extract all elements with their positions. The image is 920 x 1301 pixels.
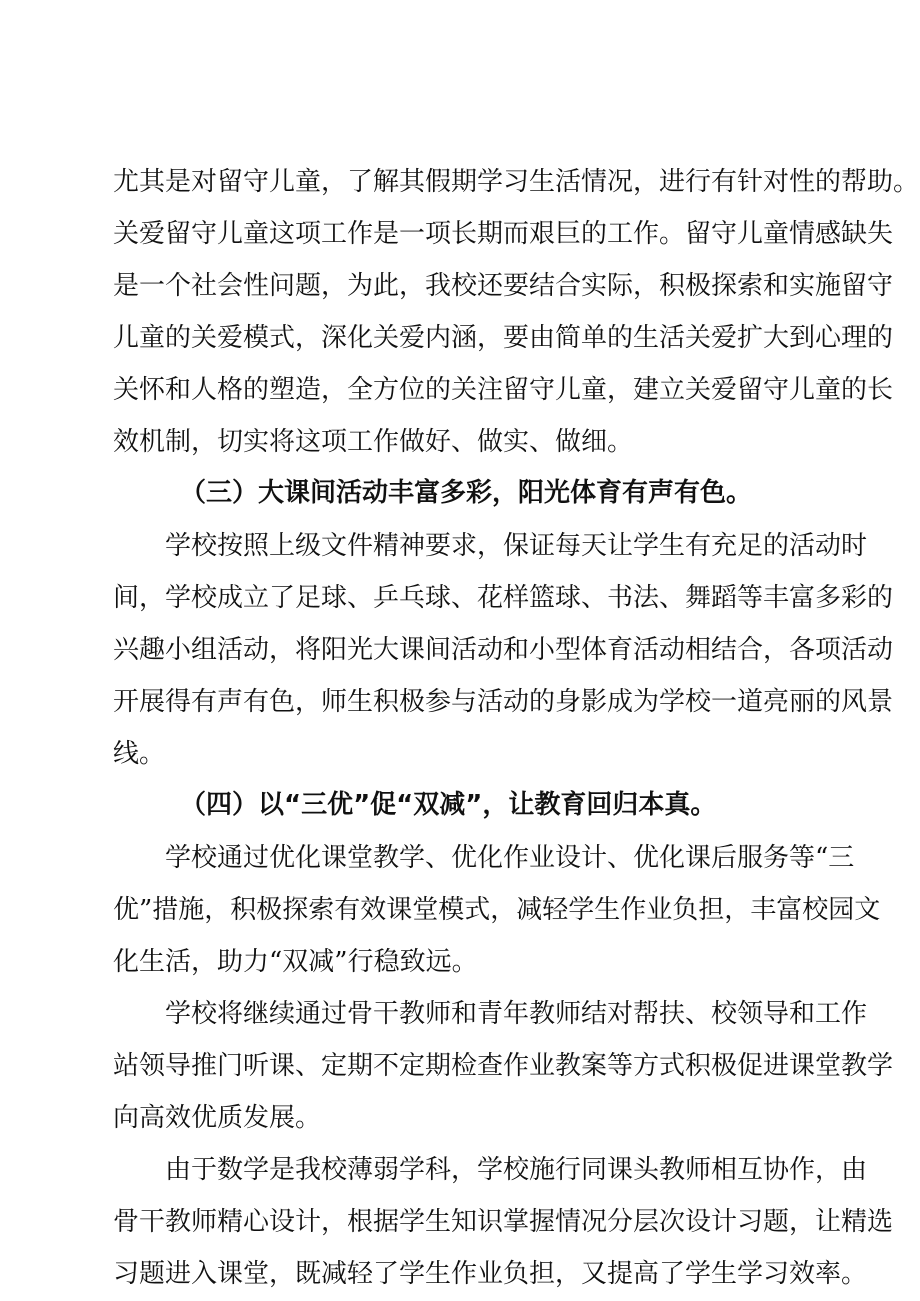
body-text-line: 关爱留守儿童这项工作是一项长期而艰巨的工作。留守儿童情感缺失: [113, 219, 894, 249]
body-text-line: 儿童的关爱模式，深化关爱内涵，要由简单的生活关爱扩大到心理的: [113, 323, 894, 353]
section-heading: （四）以“三优”促“双减”，让教育回归本真。: [180, 790, 717, 820]
body-text-line: 习题进入课堂，既减轻了学生作业负担，又提高了学生学习效率。: [113, 1259, 868, 1289]
body-text-line: 学校通过优化课堂教学、优化作业设计、优化课后服务等“三: [165, 843, 855, 873]
body-text-line: 学校按照上级文件精神要求，保证每天让学生有充足的活动时: [165, 531, 868, 561]
body-text-line: 开展得有声有色，师生积极参与活动的身影成为学校一道亮丽的风景: [113, 687, 894, 717]
body-text-line: 站领导推门听课、定期不定期检查作业教案等方式积极促进课堂教学: [113, 1051, 894, 1081]
body-text-line: 是一个社会性问题，为此，我校还要结合实际，积极探索和实施留守: [113, 271, 894, 301]
section-heading: （三）大课间活动丰富多彩，阳光体育有声有色。: [180, 478, 753, 508]
body-text-line: 优”措施，积极探索有效课堂模式，减轻学生作业负担，丰富校园文: [113, 895, 881, 925]
body-text-line: 线。: [113, 739, 166, 769]
body-text-line: 学校将继续通过骨干教师和青年教师结对帮扶、校领导和工作: [165, 999, 868, 1029]
body-text-line: 间，学校成立了足球、乒乓球、花样篮球、书法、舞蹈等丰富多彩的: [113, 583, 894, 613]
body-text-line: 兴趣小组活动，将阳光大课间活动和小型体育活动相结合，各项活动: [113, 635, 894, 665]
body-text-line: 骨干教师精心设计，根据学生知识掌握情况分层次设计习题，让精选: [113, 1207, 894, 1237]
body-text-line: 尤其是对留守儿童，了解其假期学习生活情况，进行有针对性的帮助。: [113, 167, 920, 197]
body-text-line: 向高效优质发展。: [113, 1103, 322, 1133]
body-text-line: 由于数学是我校薄弱学科，学校施行同课头教师相互协作，由: [165, 1155, 868, 1185]
body-text-line: 关怀和人格的塑造，全方位的关注留守儿童，建立关爱留守儿童的长: [113, 375, 894, 405]
body-text-line: 效机制，切实将这项工作做好、做实、做细。: [113, 427, 634, 457]
body-text-line: 化生活，助力“双减”行稳致远。: [113, 947, 478, 977]
